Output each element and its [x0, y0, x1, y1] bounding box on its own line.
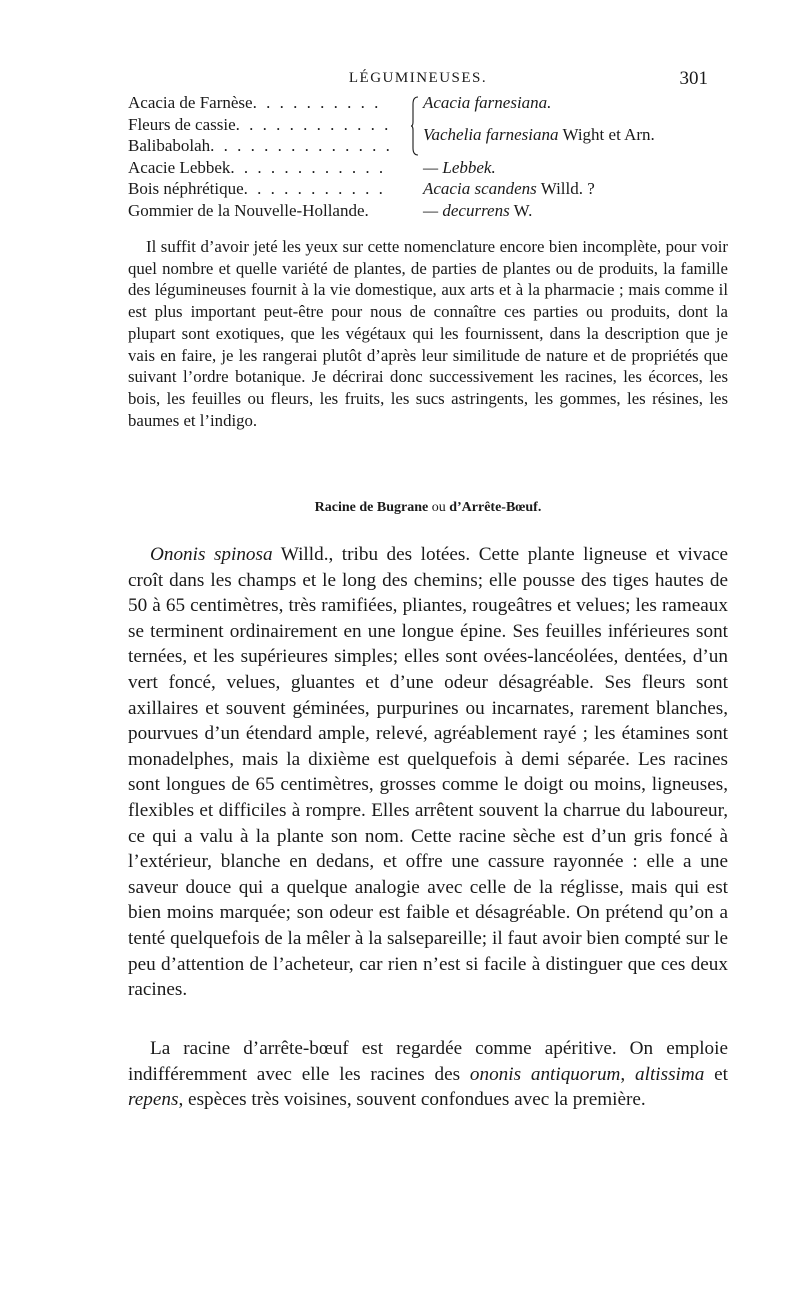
latin-name: — Lebbek. [423, 157, 496, 177]
latin-name: Acacia scandens [423, 179, 537, 198]
species-antiquorum: ononis antiquorum [469, 1063, 621, 1085]
species-name: Ononis spinosa [150, 544, 273, 565]
usage-text-3: et [704, 1063, 728, 1085]
latin-author: Wight et Arn. [558, 124, 655, 144]
description-paragraph [128, 542, 728, 1003]
dot-leader: . . . . . . . . . . . . [235, 114, 391, 134]
dot-leader: . . . . . . . . . . [252, 93, 381, 112]
latin-name: Acacia farnesiana. [423, 93, 552, 112]
dot-leader: . . . . . . . . . . . [243, 179, 386, 198]
common-name: Gommier de la Nouvelle-Hollande. [128, 200, 369, 220]
usage-text-2: , [620, 1063, 636, 1085]
nomenclature-row [128, 200, 728, 222]
common-name: Acacie Lebbek [128, 157, 231, 177]
common-name: Fleurs de cassie [128, 114, 236, 134]
common-name: Bois néphrétique [128, 179, 244, 198]
nomenclature-table [128, 92, 728, 221]
nomenclature-row [128, 114, 728, 144]
running-title: LÉGUMINEUSES. [348, 70, 488, 86]
section-heading-bold: Racine de Bugrane [314, 500, 429, 515]
latin-name: Vachelia farnesiana [423, 124, 559, 144]
usage-text-4: , espèces très voisines, souvent confondues avec la première. [178, 1089, 646, 1111]
description-text: Willd., tribu des lotées. Cette plante ligneuse et vivace croît dans les champs et le long des chemins; elle pousse des tiges hautes de 50 à 65 centimètres, très ramifiées, pliantes, rougeâtres et velues; les rameaux se terminent ordinairement en une longue épine. Ses feuilles inférieures sont ternées, et les supérieures simples; elles sont ovées-lancéolées, dentées, d’un vert foncé, velues, gluantes et d’une odeur désagréable. Ses fleurs sont axillaires et souvent géminées, purpurines ou incarnates, rarement blanches, pourvues d’un étendard ample, relevé, agréablement rayé ; les étamines sont monadelphes, mais la dixième est quelquefois à demi séparée. Les racines sont longues de 65 centimètres, grosses comme le doigt ou moins, ligneuses, flexibles et difficiles à rompre. Elles arrêtent souvent la charrue du laboureur, ce qui a valu à la plante son nom. Cette racine sèche est d’un gris foncé à l’extérieur, blanche en dedans, et offre une cassure rayonnée : elle a une saveur douce qui a quelque analogie avec celle de la réglisse, mais qui est bien moins marquée; son odeur est faible et désagréable. On prétend qu’on a tenté quelquefois de la mêler à la salsepareille; il faut avoir bien compté sur le peu d’attention de l’acheteur, car rien n’est si facile à distinguer que ces deux racines. [128, 544, 728, 1001]
common-name: Balibabolah [128, 136, 211, 155]
latin-author: W. [509, 200, 533, 220]
section-heading-bold-2: d’Arrête-Bœuf. [449, 500, 542, 515]
page-number: 301 [679, 68, 708, 89]
common-name: Acacia de Farnèse [128, 93, 253, 112]
species-altissima: altissima [635, 1063, 705, 1085]
dot-leader: . . . . . . . . . . . . [230, 157, 386, 177]
nomenclature-row [128, 92, 728, 114]
usage-paragraph [128, 1036, 728, 1113]
nomenclature-row [128, 157, 728, 179]
species-repens: repens [128, 1089, 179, 1111]
nomenclature-row [128, 178, 728, 200]
intro-paragraph: Il suffit d’avoir jeté les yeux sur cette nomenclature encore bien incomplète, pour voir quel nombre et quelle variété de plantes, de parties de plantes ou de produits, la famille des légumineuses fournit à la vie domestique, aux arts et à la pharmacie ; mais comme il est plus important peut-être pour nous de connaître ces parties ou produits, dont la plupart sont exotiques, que les végétaux qui les fournissent, dans la description que je vais en faire, je les rangerai plutôt d’après leur similitude de nature et de propriétés que suivant l’ordre botanique. Je décrirai donc successivement les racines, les écorces, les bois, les feuilles ou fleurs, les fruits, les sucs astringents, les gommes, les résines, les baumes et l’indigo. [128, 237, 728, 430]
usage-text-1: La racine d’arrête-bœuf est regardée comme apéritive. On emploie indifféremment avec elle les racines des [128, 1038, 728, 1085]
nomenclature-row [128, 135, 728, 157]
latin-author: Willd. ? [536, 179, 595, 198]
section-heading-middle: ou [428, 500, 450, 515]
dot-leader: . . . . . . . . . . . . . . [210, 136, 393, 155]
section-heading [128, 500, 728, 516]
latin-name: — decurrens [423, 200, 510, 220]
running-head [128, 68, 708, 90]
